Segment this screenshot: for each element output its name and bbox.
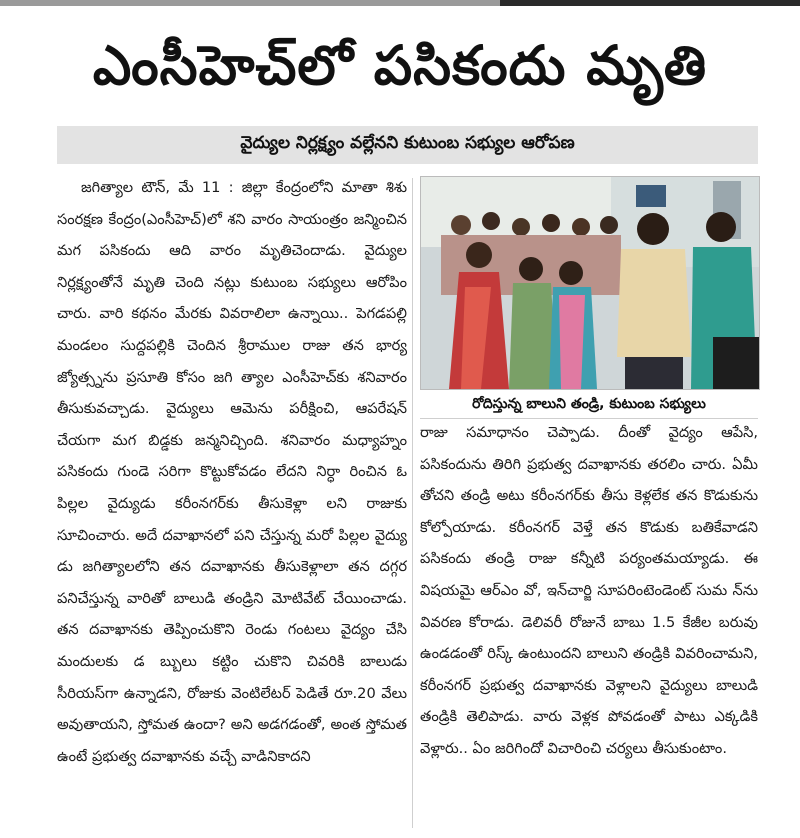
crowd-photo-illustration bbox=[421, 177, 759, 389]
top-rule-dark-segment bbox=[500, 0, 800, 6]
column-divider bbox=[412, 178, 413, 828]
news-photo bbox=[420, 176, 760, 390]
subheadline: వైద్యుల నిర్లక్ష్యం వల్లేనని కుటుంబ సభ్యుల ఆరోపణ bbox=[57, 126, 758, 164]
photo-caption: రోదిస్తున్న బాలుని తండ్రి, కుటుంబ సభ్యులు bbox=[420, 392, 758, 419]
article-body-left-column: జగిత్యాల టౌన్, మే 11 : జిల్లా కేంద్రంలోని మాతా శిశు సంరక్షణ కేంద్రం(ఎంసీహెచ్)లో శని వారం సాయంత్రం జన్మించిన మగ పసికందు ఆది వారం మృతిచెందాడు. వైద్యుల నిర్లక్ష్యంతోనే మృతి చెంది నట్లు కుటుంబ సభ్యులు ఆరోపిం చారు. వారి కథనం మేరకు వివరాలిలా ఉన్నాయి.. పెగడపల్లి మండలం సుద్దపల్లికి చెందిన శ్రీరాముల రాజు తన భార్య జ్యోత్స్నను ప్రసూతి కోసం జగి త్యాల ఎంసీహెచ్‌కు శనివారం తీసుకువచ్చాడు. వైద్యులు ఆమెను పరీక్షించి, ఆపరేషన్ చేయగా మగ బిడ్డకు జన్మనిచ్చింది. శనివారం మధ్యాహ్నం పసికందు గుండె సరిగా కొట్టుకోవడం లేదని నిర్ధా రించిన ఓ పిల్లల వైద్యుడు కరీంనగర్‌కు తీసుకెళ్లా లని రాజుకు సూచించారు. అదే దవాఖానలో పని చేస్తున్న మరో పిల్లల వైద్యు డు జగిత్యాలలోని తన దవాఖానకు తీసుకెళ్లాలా తన దగ్గర పనిచేస్తున్న వారితో బాలుడి తండ్రిని మోటివేట్ చేయించాడు. తన దవాఖానకు తెప్పించుకొని రెండు గంటలు వైద్యం చేసి మందులకు డ బ్బులు కట్టిం చుకొని చివరికి బాలుడు సీరియస్‌గా ఉన్నాడని, రోజుకు వెంటిలేటర్ పెడితే రూ.20 వేలు అవుతాయని, స్తోమత ఉందా? అని అడగడంతో, అంత స్తోమత ఉంటే ప్రభుత్వ దవాఖానకు వచ్చే వాడినికాదని bbox=[57, 179, 407, 765]
article-body-right-column: రాజు సమాధానం చెప్పాడు. దీంతో వైద్యం ఆపేసి, పసికందును తిరిగి ప్రభుత్వ దవాఖానకు తరలిం చారు. ఏమీ తోచని తండ్రి అటు కరీంనగర్‌కు తీసు కెళ్లలేక తన కొడుకును కోల్పోయాడు. కరీంనగర్ వెళ్తే తన కొడుకు బతికేవాడని పసికందు తండ్రి రాజు కన్నీటి పర్యంతమయ్యాడు. ఈ విషయమై ఆర్‌ఎం వో, ఇన్‌చార్జి సూపరింటెండెంట్ సుమ న్‌ను వివరణ కోరాడు. డెలివరీ రోజునే బాబు 1.5 కేజీల బరువు ఉండడంతో రిస్క్ ఉంటుందని బాలుని తండ్రికి వివరించామని, కరీంనగర్ ప్రభుత్వ దవాఖానకు వెళ్లాలని వైద్యులు బాలుడి తండ్రికి తెలిపాడు. వారు వెళ్లక పోవడంతో పాటు ఎక్కడికి వెళ్లారు.. ఏం జరిగిందో విచారించి చర్యలు తీసుకుంటాం. bbox=[420, 424, 758, 757]
top-rule bbox=[0, 0, 800, 6]
headline: ఎంసీహెచ్‌లో పసికందు మృతి bbox=[92, 33, 708, 97]
